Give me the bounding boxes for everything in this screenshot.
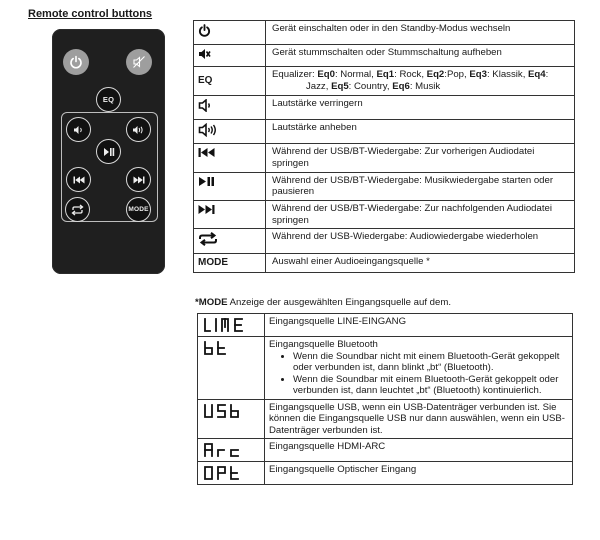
play-pause-icon (198, 176, 215, 187)
eq-description (266, 67, 575, 95)
button-table (193, 20, 575, 273)
eq-name: : Country, (348, 81, 393, 93)
next-track-icon (198, 204, 215, 215)
table-row (198, 399, 573, 439)
remote-mute-button[interactable] (126, 49, 152, 75)
mute-icon (198, 48, 211, 60)
button-description: Während der USB/BT-Wiedergabe: Zur vorherigen Audiodatei springen (266, 144, 575, 172)
remote-control (52, 29, 165, 274)
section-heading: Remote control buttons (28, 8, 153, 20)
volume-down-icon (73, 125, 85, 135)
source-description: Eingangsquelle USB, wenn ein USB-Datenträger verbunden ist. Sie können die Eingangsquelle USB nur dann auswählen, wenn ein USB-Datenträger verbunden ist. (265, 399, 573, 439)
eq-name: : Klassik, (486, 69, 529, 81)
eq-code: Eq2 (426, 69, 445, 81)
volume-up-icon (198, 123, 220, 137)
mute-icon (132, 55, 146, 69)
footnote-bold: *MODE (195, 297, 228, 308)
repeat-icon (198, 232, 218, 246)
table-row (194, 201, 575, 229)
remote-power-button[interactable] (63, 49, 89, 75)
volume-up-icon (132, 125, 145, 135)
remote-play-pause-button[interactable] (96, 139, 121, 164)
display-bt-icon (202, 340, 252, 356)
display-opt-icon (202, 465, 252, 481)
table-row (198, 337, 573, 400)
eq-name: : Rock, (394, 69, 427, 81)
source-description: Eingangsquelle HDMI-ARC (265, 439, 573, 462)
eq-name: : (545, 69, 549, 81)
power-icon (198, 24, 211, 37)
table-row (194, 67, 575, 95)
eq-label: EQ (198, 75, 213, 87)
play-pause-icon (103, 147, 115, 157)
table-row (198, 462, 573, 485)
eq-name: Jazz, (306, 81, 332, 93)
eq-label: EQ (102, 95, 115, 104)
eq-name: :Pop, (444, 69, 470, 81)
display-arc-icon (202, 442, 252, 458)
source-description-title: Eingangsquelle Bluetooth (269, 339, 378, 350)
eq-code: Eq4 (528, 69, 546, 81)
source-description (265, 337, 573, 400)
table-row (194, 254, 575, 273)
eq-intro: Equalizer: (272, 69, 318, 81)
button-description: Lautstärke verringern (266, 95, 575, 119)
mode-label: MODE (198, 257, 228, 269)
remote-volume-up-button[interactable] (126, 117, 151, 142)
table-row (194, 229, 575, 254)
eq-code: Eq1 (376, 69, 395, 81)
remote-repeat-button[interactable] (65, 197, 90, 222)
button-description: Auswahl einer Audioeingangsquelle * (266, 254, 575, 273)
remote-eq-button[interactable] (96, 87, 121, 112)
bluetooth-bullets (269, 351, 568, 397)
source-description: Eingangsquelle Optischer Eingang (265, 462, 573, 485)
source-description: Eingangsquelle LINE-EINGANG (265, 314, 573, 337)
button-description: Gerät einschalten oder in den Standby-Modus wechseln (266, 21, 575, 45)
table-row (194, 95, 575, 119)
table-row (194, 119, 575, 144)
display-line-icon (202, 317, 252, 333)
eq-name: : Normal, (334, 69, 377, 81)
power-icon (69, 55, 83, 69)
mode-footnote (195, 297, 451, 308)
previous-track-icon (198, 147, 215, 158)
remote-previous-button[interactable] (66, 167, 91, 192)
list-item: • Wenn die Soundbar mit einem Bluetooth-Gerät gekoppelt oder verbunden ist, dann leuchtet „bt“ (Bluetooth) kontinuierlich. (293, 374, 568, 397)
button-description: Gerät stummschalten oder Stummschaltung aufheben (266, 44, 575, 67)
remote-next-button[interactable] (126, 167, 151, 192)
repeat-icon (71, 204, 84, 216)
table-row (194, 44, 575, 67)
table-row (194, 172, 575, 200)
remote-mode-button[interactable] (126, 197, 151, 222)
button-description: Während der USB/BT-Wiedergabe: Zur nachfolgenden Audiodatei springen (266, 201, 575, 229)
eq-code: Eq5 (331, 81, 349, 93)
table-row (198, 439, 573, 462)
next-track-icon (133, 175, 145, 185)
button-description: Während der USB/BT-Wiedergabe: Musikwiedergabe starten oder pausieren (266, 172, 575, 200)
volume-down-icon (198, 99, 214, 112)
remote-volume-down-button[interactable] (66, 117, 91, 142)
footnote-text: Anzeige der ausgewählten Eingangsquelle auf dem. (227, 297, 451, 308)
eq-code: Eq3 (469, 69, 487, 81)
button-description: Während der USB-Wiedergabe: Audiowiedergabe wiederholen (266, 229, 575, 254)
list-item: • Wenn die Soundbar nicht mit einem Bluetooth-Gerät gekoppelt oder verbunden ist, dann blinkt „bt“ (Bluetooth). (293, 351, 568, 374)
table-row (198, 314, 573, 337)
source-table (197, 313, 573, 485)
eq-code: Eq6 (392, 81, 410, 93)
mode-label: MODE (128, 206, 149, 213)
button-description: Lautstärke anheben (266, 119, 575, 144)
previous-track-icon (73, 175, 85, 185)
table-row (194, 21, 575, 45)
eq-name: : Musik (409, 81, 441, 93)
table-row (194, 144, 575, 172)
eq-code: Eq0 (317, 69, 335, 81)
display-usb-icon (202, 403, 252, 419)
